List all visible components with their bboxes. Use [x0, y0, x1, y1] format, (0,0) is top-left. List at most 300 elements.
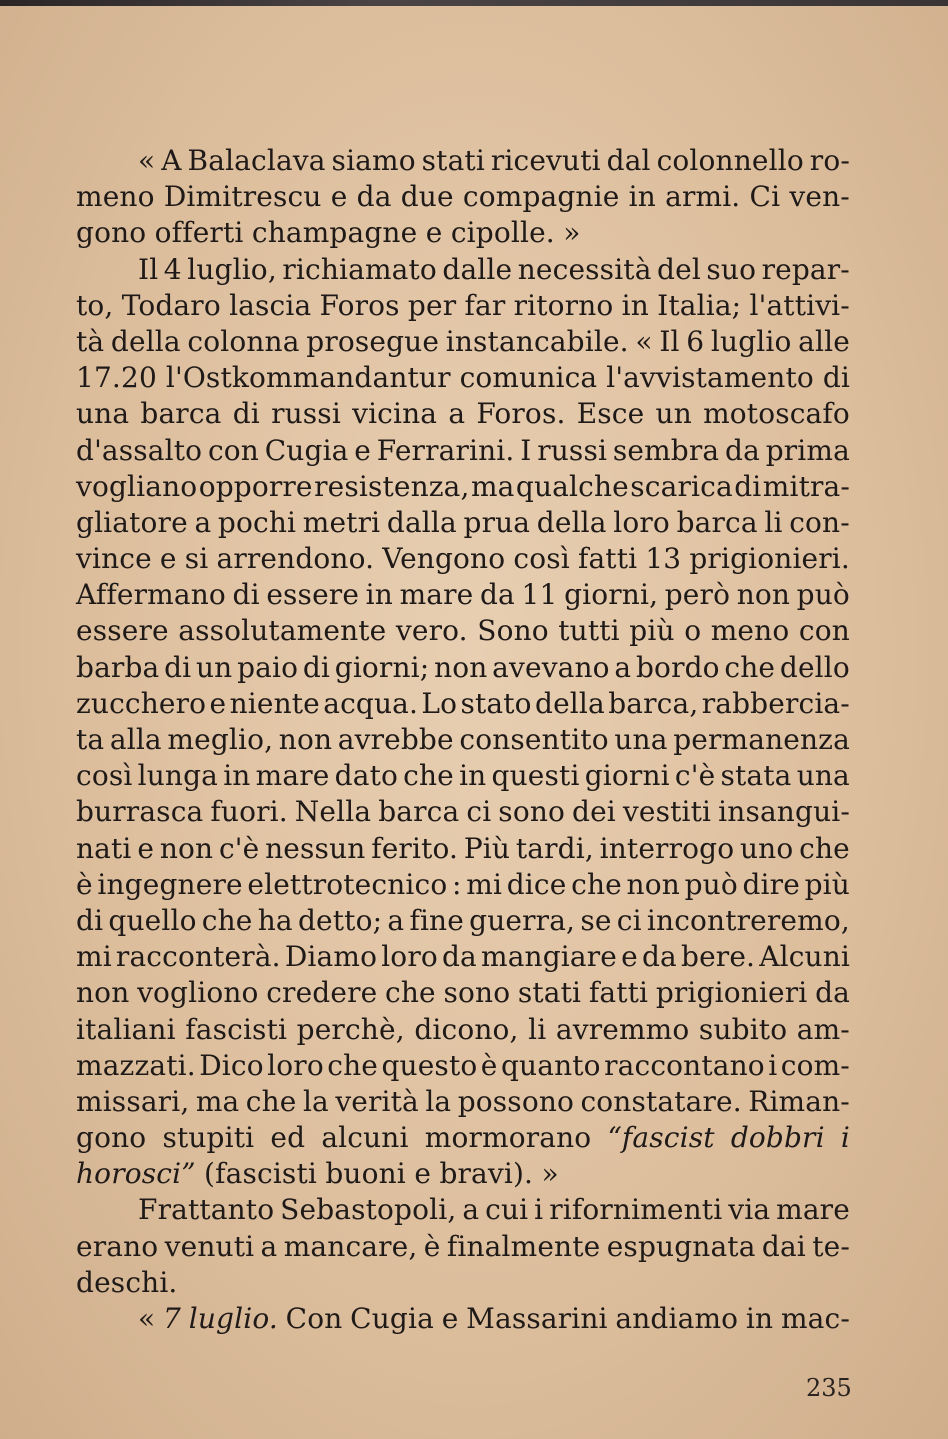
word: questo [381, 1048, 478, 1082]
word: da [725, 433, 760, 467]
text-line [76, 1265, 850, 1301]
word: comunica [459, 361, 598, 395]
word: mi [76, 940, 112, 974]
text-line [76, 577, 850, 613]
word: colonnello [656, 144, 804, 177]
word: della [110, 324, 181, 358]
word: andiamo [615, 1302, 739, 1335]
text-line [76, 505, 850, 541]
word: uno [739, 831, 794, 865]
word: horosci” [76, 1157, 196, 1191]
word: opporre [198, 469, 313, 503]
word: dato [334, 759, 398, 793]
word: per [407, 288, 457, 322]
text-line [76, 686, 850, 722]
page-number: 235 [806, 1374, 852, 1402]
word: del [657, 252, 701, 286]
word: i [840, 1121, 850, 1155]
word: c'è [218, 831, 260, 865]
word: più [804, 867, 850, 901]
text-line [76, 1012, 850, 1048]
word: offerti [154, 216, 244, 250]
word: la [302, 1084, 329, 1118]
word: incontreremo, [646, 903, 850, 937]
word: rabbercia- [701, 686, 850, 720]
word: da [641, 940, 677, 974]
word: to, [76, 288, 114, 322]
word: am- [796, 1012, 850, 1046]
word: di [76, 903, 104, 937]
word: vicina [352, 397, 438, 431]
word: 13 [645, 542, 682, 576]
word: e [354, 433, 372, 467]
text-line [76, 794, 850, 830]
text-line [76, 1120, 850, 1156]
text-line [76, 903, 850, 939]
word: così [513, 542, 570, 576]
word: non [159, 831, 214, 865]
word: barca, [608, 686, 699, 720]
word: Cugia [264, 433, 349, 467]
word: nessun [265, 831, 366, 865]
word: fatti [588, 976, 649, 1010]
word: Esce [576, 397, 645, 431]
text-line [76, 831, 850, 867]
word: suo [706, 252, 757, 286]
word: può [684, 867, 738, 901]
word: resistenza, [314, 469, 470, 503]
word: Todaro [121, 288, 221, 322]
word: a [462, 1193, 480, 1227]
word: una [796, 759, 850, 793]
word: fine [409, 903, 464, 937]
word: li [764, 505, 783, 539]
word: deschi. [76, 1265, 178, 1299]
word: elettrotecnico [247, 867, 448, 901]
word: richiamato [282, 252, 437, 286]
word: della [535, 686, 605, 720]
word: loro [267, 1048, 324, 1082]
word: della [536, 505, 607, 539]
word: insangui- [718, 795, 850, 829]
word: stato [460, 686, 532, 720]
word: in [621, 288, 649, 322]
word: siamo [331, 144, 416, 177]
word: da [441, 940, 477, 974]
word: loro [613, 505, 670, 539]
word: russi [271, 397, 341, 431]
word: vogliono [137, 976, 259, 1010]
text-line [76, 975, 850, 1011]
word: Dimitrescu [163, 180, 322, 214]
word: Sebastopoli, [280, 1193, 457, 1227]
word: tà [76, 324, 105, 358]
word: in [459, 759, 487, 793]
text-line [76, 179, 850, 215]
word: scarica [630, 469, 733, 503]
word: da [356, 180, 392, 214]
word: di [302, 650, 331, 684]
text-line [76, 650, 850, 686]
word: 17.20 [76, 361, 157, 395]
word: due [400, 180, 454, 214]
word: fatti [577, 542, 638, 576]
word: credere [266, 976, 378, 1010]
word: buoni [325, 1157, 406, 1191]
word: e [209, 686, 227, 720]
word: ed [270, 1121, 306, 1155]
word: necessità [517, 252, 652, 286]
word: lascia [229, 288, 312, 322]
word: dai [761, 1229, 806, 1263]
word: italiani [76, 1012, 176, 1046]
word: che [799, 831, 850, 865]
word: mormorano [424, 1121, 592, 1155]
text-line [76, 1084, 850, 1120]
word: si [184, 542, 209, 576]
word: tardi, [515, 831, 594, 865]
word: di [822, 361, 850, 395]
text-line [76, 252, 850, 288]
word: sono [498, 795, 566, 829]
word: che [245, 1084, 297, 1118]
word: meglio, [167, 723, 274, 756]
text-line [76, 360, 850, 396]
word: “fascist [607, 1121, 715, 1155]
word: d'assalto [76, 433, 203, 467]
word: burrasca [76, 795, 204, 829]
word: prima [765, 433, 850, 467]
word: giorni; [334, 650, 430, 684]
word: dalle [442, 252, 513, 286]
word: di [164, 650, 192, 684]
word: essere [266, 578, 360, 612]
word: che [571, 867, 622, 901]
word: quanto [500, 1048, 601, 1082]
text-line [76, 1192, 850, 1228]
word: » [541, 1157, 559, 1191]
text-line [76, 396, 850, 432]
text-line [76, 722, 850, 758]
word: lunga [137, 759, 219, 793]
word: non [626, 867, 680, 901]
word: dello [779, 650, 850, 684]
word: far [464, 288, 506, 322]
word: mancare, [283, 1229, 418, 1263]
word: Affermano [76, 578, 226, 612]
word: i [768, 1048, 778, 1082]
text-line [76, 1048, 850, 1084]
word: dei [572, 795, 616, 829]
word: essere [76, 614, 169, 648]
word: alla [109, 723, 162, 756]
word: Foros [319, 288, 400, 322]
word: mazzati. [76, 1048, 196, 1082]
word: Più [463, 831, 511, 865]
text-line [76, 288, 850, 324]
word: stata [720, 759, 792, 793]
word: Nella [294, 795, 372, 829]
word: ha [257, 903, 293, 937]
word: una [614, 723, 668, 756]
word: ritorno [513, 288, 614, 322]
word: vestiti [622, 795, 712, 829]
word: stati [517, 976, 582, 1010]
word: Foros. [476, 397, 566, 431]
word: niente [229, 686, 320, 720]
word: ci [466, 795, 492, 829]
word: non [278, 723, 333, 756]
word: raccontano [604, 1048, 765, 1082]
word: loro [381, 940, 438, 974]
word: è [76, 867, 93, 901]
word: Il [138, 252, 159, 286]
word: armi. [665, 180, 741, 214]
word: in [223, 759, 251, 793]
word: vero. [395, 614, 468, 648]
word: luglio. [188, 1302, 278, 1335]
word: perchè, [296, 1012, 405, 1046]
word: e [137, 831, 155, 865]
word: mare [255, 759, 330, 793]
word: bordo [635, 650, 720, 684]
text-line [76, 1229, 850, 1265]
word: avevano [492, 650, 610, 684]
word: « [138, 1302, 156, 1335]
word: non [76, 976, 130, 1010]
word: ingegnere [97, 867, 243, 901]
word: Balaclava [187, 144, 326, 177]
word: dal [606, 144, 651, 177]
word: può [796, 578, 850, 612]
text-line [76, 324, 850, 360]
word: : [452, 867, 462, 901]
word: Ferrarini. [376, 433, 515, 467]
word: 11 [521, 578, 558, 612]
word: fascisti [185, 1012, 288, 1046]
word: fuori. [210, 795, 288, 829]
word: l'attivi- [749, 288, 850, 322]
word: prigionieri [655, 976, 808, 1010]
word: mi [466, 867, 503, 901]
text-line [76, 469, 850, 505]
word: qualche [515, 469, 629, 503]
word: luglio, [187, 252, 277, 286]
word: dicono, [414, 1012, 519, 1046]
word: interrogo [599, 831, 735, 865]
word: cipolle. [450, 216, 555, 250]
word: con [207, 433, 259, 467]
word: da [815, 976, 850, 1010]
word: com- [780, 1048, 850, 1082]
word: 6 [686, 324, 705, 358]
word: è [480, 1048, 498, 1082]
word: a [260, 1229, 278, 1263]
word: Vengono [382, 542, 506, 576]
text-line [76, 541, 850, 577]
word: dalla [386, 505, 457, 539]
word: ma [470, 469, 515, 503]
word: guerra, [469, 903, 576, 937]
word: giorni, [564, 578, 659, 612]
word: missari, [76, 1084, 190, 1118]
word: venuti [164, 1229, 255, 1263]
word: con [798, 614, 850, 648]
word: gono [76, 1121, 147, 1155]
word: non [736, 578, 791, 612]
word: in [628, 180, 656, 214]
word: permanenza [673, 723, 850, 756]
word: e [159, 542, 177, 576]
word: 7 [163, 1302, 181, 1335]
word: c'è [674, 759, 716, 793]
word: prua [463, 505, 531, 539]
word: i [534, 1193, 544, 1227]
word: racconterà. [115, 940, 281, 974]
word: e [330, 180, 348, 214]
word: » [563, 216, 581, 250]
word: meno [76, 180, 155, 214]
word: 4 [163, 252, 182, 286]
word: motoscafo [703, 397, 850, 431]
word: Lo [421, 686, 458, 720]
word: barca [378, 795, 460, 829]
word: dice [506, 867, 567, 901]
page-top-edge [0, 0, 948, 6]
word: che [201, 903, 253, 937]
word: subito [698, 1012, 788, 1046]
word: l'avvistamento [606, 361, 814, 395]
word: ma [195, 1084, 240, 1118]
word: mare [399, 578, 474, 612]
word: un [196, 650, 233, 684]
word: pochi [217, 505, 297, 539]
word: li [528, 1012, 547, 1046]
word: arrendono. [216, 542, 375, 576]
word: da [479, 578, 515, 612]
word: è [423, 1229, 441, 1263]
word: a [387, 903, 405, 937]
word: Diamo [284, 940, 378, 974]
word: sono [443, 976, 511, 1010]
word: a [614, 650, 632, 684]
word: che [327, 1048, 379, 1082]
word: vince [76, 542, 152, 576]
word: luglio [710, 324, 792, 358]
word: un [655, 397, 692, 431]
word: Il [659, 324, 680, 358]
word: di [232, 397, 260, 431]
text-line [76, 1156, 850, 1192]
word: di [232, 578, 260, 612]
word: avrebbe [337, 723, 454, 756]
word: erano [76, 1229, 159, 1263]
word: te- [812, 1229, 850, 1263]
word: acqua. [323, 686, 419, 720]
word: e [414, 1157, 432, 1191]
word: « [138, 144, 156, 177]
word: Frattanto [138, 1193, 275, 1227]
word: ferito. [371, 831, 459, 865]
word: metri [302, 505, 381, 539]
word: vogliano [76, 469, 198, 503]
word: la [425, 1084, 452, 1118]
word: ricevuti [490, 144, 601, 177]
word: espugnata [606, 1229, 756, 1263]
word: assolutamente [178, 614, 387, 648]
word: Riman- [748, 1084, 850, 1118]
word: mare [776, 1193, 850, 1227]
word: dobbri [730, 1121, 825, 1155]
word: in [745, 1302, 774, 1335]
text-line [76, 939, 850, 975]
word: « [635, 324, 653, 358]
word: Sono [477, 614, 549, 648]
word: I [520, 433, 532, 467]
word: a [194, 505, 212, 539]
word: meno [710, 614, 790, 648]
word: via [728, 1193, 771, 1227]
text-line [76, 143, 850, 179]
word: una [76, 397, 130, 431]
word: cui [485, 1193, 529, 1227]
word: mac- [780, 1302, 850, 1335]
word: in [365, 578, 393, 612]
word: paio [237, 650, 299, 684]
word: questi [491, 759, 580, 793]
word: stati [421, 144, 485, 177]
word: stupiti [162, 1121, 255, 1155]
word: gliatore [76, 505, 188, 539]
word: instancabile. [445, 324, 629, 358]
word: A [161, 144, 182, 177]
word: quello [108, 903, 197, 937]
word: sembra [612, 433, 720, 467]
word: ci [616, 903, 642, 937]
word: giorni [584, 759, 670, 793]
text-line [76, 613, 850, 649]
word: russi [537, 433, 608, 467]
word: repar- [761, 252, 850, 286]
word: bravi). [439, 1157, 534, 1191]
word: e [441, 1302, 459, 1335]
word: Con [285, 1302, 343, 1335]
word: dire [742, 867, 800, 901]
word: barca [140, 397, 222, 431]
word: Ci [749, 180, 781, 214]
word: champagne [251, 216, 418, 250]
word: possono [457, 1084, 575, 1118]
word: finalmente [446, 1229, 601, 1263]
word: di [734, 469, 762, 503]
text-line [76, 215, 850, 251]
word: non [434, 650, 488, 684]
word: verità [335, 1084, 419, 1118]
word: tutti [558, 614, 620, 648]
word: barca [676, 505, 758, 539]
word: Massarini [466, 1302, 608, 1335]
word: ro- [809, 144, 850, 177]
word: detto; [297, 903, 383, 937]
word: colonna [187, 324, 300, 358]
word: che [403, 759, 454, 793]
word: (fascisti [204, 1157, 317, 1191]
word: o [684, 614, 702, 648]
word: Italia; [657, 288, 742, 322]
text-line [76, 758, 850, 794]
word: che [724, 650, 776, 684]
word: però [664, 578, 731, 612]
